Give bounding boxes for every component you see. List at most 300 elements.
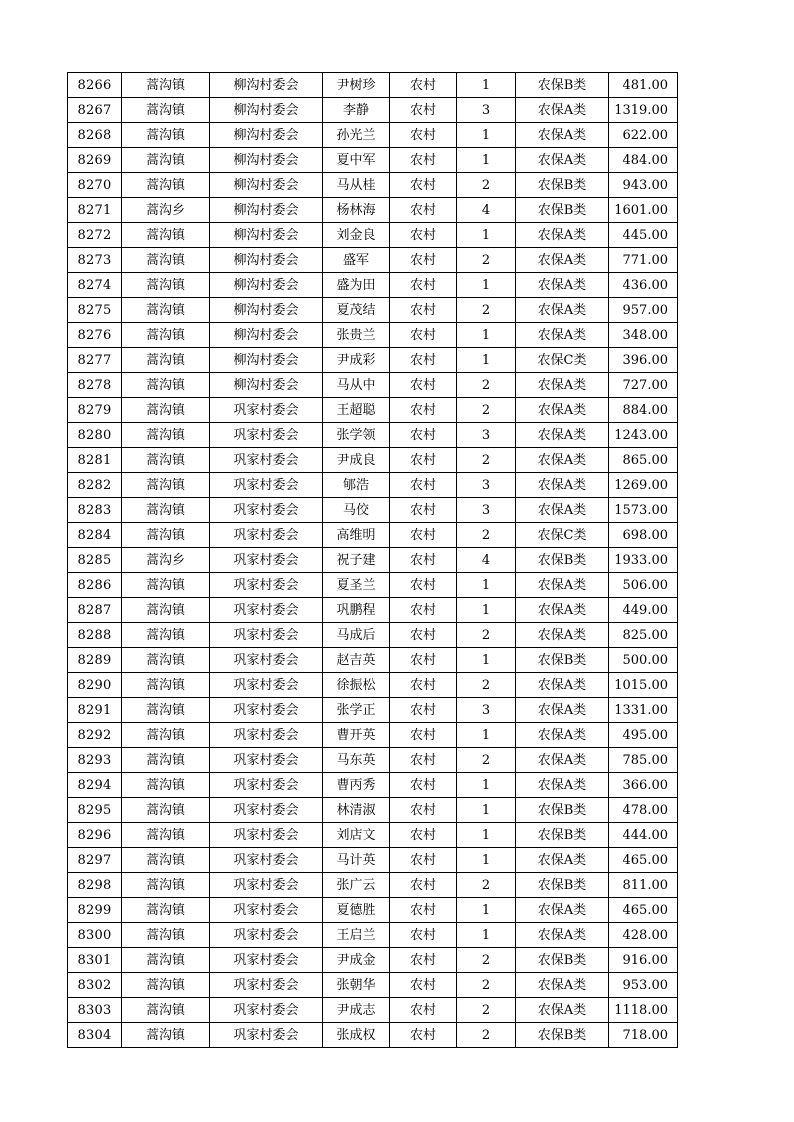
amount-cell: 500.00 xyxy=(609,648,678,673)
record-number-cell: 8275 xyxy=(68,298,122,323)
table-row xyxy=(68,73,678,98)
residence-type-cell: 农村 xyxy=(390,373,457,398)
person-name-cell: 刘金良 xyxy=(323,223,390,248)
residence-type-cell: 农村 xyxy=(390,198,457,223)
township-cell: 蒿沟镇 xyxy=(122,173,210,198)
amount-cell: 811.00 xyxy=(609,873,678,898)
village-committee-cell: 巩家村委会 xyxy=(210,948,323,973)
residence-type-cell: 农村 xyxy=(390,748,457,773)
village-committee-cell: 巩家村委会 xyxy=(210,923,323,948)
household-size-cell: 2 xyxy=(457,1023,516,1048)
table-row xyxy=(68,398,678,423)
household-size-cell: 2 xyxy=(457,173,516,198)
household-size-cell: 1 xyxy=(457,123,516,148)
insurance-category-cell: 农保A类 xyxy=(516,973,609,998)
amount-cell: 445.00 xyxy=(609,223,678,248)
household-size-cell: 2 xyxy=(457,448,516,473)
amount-cell: 1573.00 xyxy=(609,498,678,523)
village-committee-cell: 巩家村委会 xyxy=(210,998,323,1023)
insurance-category-cell: 农保A类 xyxy=(516,723,609,748)
insurance-category-cell: 农保B类 xyxy=(516,173,609,198)
residence-type-cell: 农村 xyxy=(390,798,457,823)
village-committee-cell: 巩家村委会 xyxy=(210,473,323,498)
residence-type-cell: 农村 xyxy=(390,898,457,923)
record-number-cell: 8289 xyxy=(68,648,122,673)
township-cell: 蒿沟镇 xyxy=(122,798,210,823)
township-cell: 蒿沟镇 xyxy=(122,823,210,848)
residence-type-cell: 农村 xyxy=(390,598,457,623)
residence-type-cell: 农村 xyxy=(390,948,457,973)
household-size-cell: 1 xyxy=(457,73,516,98)
insurance-category-cell: 农保A类 xyxy=(516,848,609,873)
village-committee-cell: 巩家村委会 xyxy=(210,748,323,773)
person-name-cell: 曹开英 xyxy=(323,723,390,748)
township-cell: 蒿沟镇 xyxy=(122,1023,210,1048)
person-name-cell: 李静 xyxy=(323,98,390,123)
residence-type-cell: 农村 xyxy=(390,423,457,448)
township-cell: 蒿沟镇 xyxy=(122,748,210,773)
village-committee-cell: 柳沟村委会 xyxy=(210,348,323,373)
amount-cell: 436.00 xyxy=(609,273,678,298)
record-number-cell: 8300 xyxy=(68,923,122,948)
record-number-cell: 8276 xyxy=(68,323,122,348)
township-cell: 蒿沟镇 xyxy=(122,773,210,798)
household-size-cell: 2 xyxy=(457,523,516,548)
record-number-cell: 8282 xyxy=(68,473,122,498)
township-cell: 蒿沟镇 xyxy=(122,348,210,373)
insurance-category-cell: 农保A类 xyxy=(516,123,609,148)
insurance-category-cell: 农保A类 xyxy=(516,423,609,448)
village-committee-cell: 柳沟村委会 xyxy=(210,148,323,173)
residence-type-cell: 农村 xyxy=(390,973,457,998)
village-committee-cell: 柳沟村委会 xyxy=(210,273,323,298)
person-name-cell: 马东英 xyxy=(323,748,390,773)
amount-cell: 1331.00 xyxy=(609,698,678,723)
household-size-cell: 3 xyxy=(457,423,516,448)
insurance-category-cell: 农保A类 xyxy=(516,273,609,298)
residence-type-cell: 农村 xyxy=(390,248,457,273)
amount-cell: 1933.00 xyxy=(609,548,678,573)
village-committee-cell: 巩家村委会 xyxy=(210,898,323,923)
village-committee-cell: 巩家村委会 xyxy=(210,773,323,798)
township-cell: 蒿沟镇 xyxy=(122,723,210,748)
household-size-cell: 4 xyxy=(457,548,516,573)
township-cell: 蒿沟镇 xyxy=(122,323,210,348)
residence-type-cell: 农村 xyxy=(390,673,457,698)
residence-type-cell: 农村 xyxy=(390,873,457,898)
record-number-cell: 8280 xyxy=(68,423,122,448)
township-cell: 蒿沟镇 xyxy=(122,998,210,1023)
table-row xyxy=(68,373,678,398)
insurance-category-cell: 农保C类 xyxy=(516,523,609,548)
insurance-category-cell: 农保A类 xyxy=(516,998,609,1023)
township-cell: 蒿沟镇 xyxy=(122,623,210,648)
amount-cell: 785.00 xyxy=(609,748,678,773)
household-size-cell: 3 xyxy=(457,498,516,523)
household-size-cell: 1 xyxy=(457,323,516,348)
person-name-cell: 尹树珍 xyxy=(323,73,390,98)
insurance-category-cell: 农保A类 xyxy=(516,898,609,923)
table-row xyxy=(68,148,678,173)
household-size-cell: 2 xyxy=(457,873,516,898)
township-cell: 蒿沟镇 xyxy=(122,298,210,323)
township-cell: 蒿沟镇 xyxy=(122,523,210,548)
township-cell: 蒿沟镇 xyxy=(122,873,210,898)
village-committee-cell: 巩家村委会 xyxy=(210,398,323,423)
household-size-cell: 1 xyxy=(457,648,516,673)
village-committee-cell: 柳沟村委会 xyxy=(210,123,323,148)
township-cell: 蒿沟镇 xyxy=(122,373,210,398)
amount-cell: 622.00 xyxy=(609,123,678,148)
insurance-category-cell: 农保A类 xyxy=(516,298,609,323)
household-size-cell: 1 xyxy=(457,923,516,948)
person-name-cell: 杨林海 xyxy=(323,198,390,223)
table-row xyxy=(68,448,678,473)
township-cell: 蒿沟镇 xyxy=(122,848,210,873)
person-name-cell: 尹成金 xyxy=(323,948,390,973)
amount-cell: 449.00 xyxy=(609,598,678,623)
insurance-category-cell: 农保A类 xyxy=(516,698,609,723)
record-number-cell: 8293 xyxy=(68,748,122,773)
record-number-cell: 8285 xyxy=(68,548,122,573)
household-size-cell: 2 xyxy=(457,948,516,973)
township-cell: 蒿沟镇 xyxy=(122,73,210,98)
record-number-cell: 8295 xyxy=(68,798,122,823)
amount-cell: 465.00 xyxy=(609,898,678,923)
table-row xyxy=(68,1023,678,1048)
person-name-cell: 徐振松 xyxy=(323,673,390,698)
household-size-cell: 2 xyxy=(457,748,516,773)
household-size-cell: 1 xyxy=(457,898,516,923)
subsidy-roster-table xyxy=(67,72,678,1048)
person-name-cell: 马佼 xyxy=(323,498,390,523)
insurance-category-cell: 农保A类 xyxy=(516,748,609,773)
record-number-cell: 8273 xyxy=(68,248,122,273)
table-row xyxy=(68,798,678,823)
insurance-category-cell: 农保A类 xyxy=(516,448,609,473)
amount-cell: 771.00 xyxy=(609,248,678,273)
person-name-cell: 夏德胜 xyxy=(323,898,390,923)
village-committee-cell: 柳沟村委会 xyxy=(210,73,323,98)
insurance-category-cell: 农保A类 xyxy=(516,323,609,348)
household-size-cell: 3 xyxy=(457,473,516,498)
person-name-cell: 张成权 xyxy=(323,1023,390,1048)
person-name-cell: 张学领 xyxy=(323,423,390,448)
person-name-cell: 张学正 xyxy=(323,698,390,723)
township-cell: 蒿沟镇 xyxy=(122,648,210,673)
record-number-cell: 8298 xyxy=(68,873,122,898)
household-size-cell: 2 xyxy=(457,673,516,698)
insurance-category-cell: 农保C类 xyxy=(516,348,609,373)
residence-type-cell: 农村 xyxy=(390,623,457,648)
township-cell: 蒿沟镇 xyxy=(122,448,210,473)
township-cell: 蒿沟镇 xyxy=(122,248,210,273)
township-cell: 蒿沟镇 xyxy=(122,948,210,973)
residence-type-cell: 农村 xyxy=(390,823,457,848)
person-name-cell: 夏茂结 xyxy=(323,298,390,323)
household-size-cell: 3 xyxy=(457,98,516,123)
amount-cell: 943.00 xyxy=(609,173,678,198)
amount-cell: 428.00 xyxy=(609,923,678,948)
record-number-cell: 8267 xyxy=(68,98,122,123)
table-row xyxy=(68,248,678,273)
person-name-cell: 张朝华 xyxy=(323,973,390,998)
table-row xyxy=(68,623,678,648)
person-name-cell: 马从桂 xyxy=(323,173,390,198)
residence-type-cell: 农村 xyxy=(390,1023,457,1048)
insurance-category-cell: 农保B类 xyxy=(516,1023,609,1048)
township-cell: 蒿沟镇 xyxy=(122,423,210,448)
household-size-cell: 1 xyxy=(457,773,516,798)
table-row xyxy=(68,823,678,848)
insurance-category-cell: 农保A类 xyxy=(516,498,609,523)
insurance-category-cell: 农保A类 xyxy=(516,98,609,123)
township-cell: 蒿沟镇 xyxy=(122,123,210,148)
record-number-cell: 8286 xyxy=(68,573,122,598)
person-name-cell: 马从中 xyxy=(323,373,390,398)
household-size-cell: 2 xyxy=(457,973,516,998)
residence-type-cell: 农村 xyxy=(390,698,457,723)
household-size-cell: 3 xyxy=(457,698,516,723)
amount-cell: 1601.00 xyxy=(609,198,678,223)
village-committee-cell: 柳沟村委会 xyxy=(210,173,323,198)
record-number-cell: 8297 xyxy=(68,848,122,873)
township-cell: 蒿沟镇 xyxy=(122,398,210,423)
table-row xyxy=(68,898,678,923)
person-name-cell: 夏圣兰 xyxy=(323,573,390,598)
insurance-category-cell: 农保A类 xyxy=(516,598,609,623)
record-number-cell: 8268 xyxy=(68,123,122,148)
record-number-cell: 8296 xyxy=(68,823,122,848)
table-row xyxy=(68,498,678,523)
residence-type-cell: 农村 xyxy=(390,173,457,198)
village-committee-cell: 巩家村委会 xyxy=(210,848,323,873)
household-size-cell: 1 xyxy=(457,798,516,823)
insurance-category-cell: 农保A类 xyxy=(516,473,609,498)
household-size-cell: 1 xyxy=(457,723,516,748)
residence-type-cell: 农村 xyxy=(390,448,457,473)
residence-type-cell: 农村 xyxy=(390,523,457,548)
township-cell: 蒿沟镇 xyxy=(122,473,210,498)
residence-type-cell: 农村 xyxy=(390,473,457,498)
township-cell: 蒿沟镇 xyxy=(122,898,210,923)
insurance-category-cell: 农保A类 xyxy=(516,773,609,798)
residence-type-cell: 农村 xyxy=(390,648,457,673)
record-number-cell: 8274 xyxy=(68,273,122,298)
residence-type-cell: 农村 xyxy=(390,923,457,948)
table-row xyxy=(68,298,678,323)
township-cell: 蒿沟乡 xyxy=(122,548,210,573)
record-number-cell: 8288 xyxy=(68,623,122,648)
person-name-cell: 马成后 xyxy=(323,623,390,648)
village-committee-cell: 巩家村委会 xyxy=(210,723,323,748)
table-row xyxy=(68,423,678,448)
residence-type-cell: 农村 xyxy=(390,723,457,748)
table-row xyxy=(68,573,678,598)
township-cell: 蒿沟镇 xyxy=(122,98,210,123)
township-cell: 蒿沟镇 xyxy=(122,223,210,248)
insurance-category-cell: 农保B类 xyxy=(516,948,609,973)
village-committee-cell: 巩家村委会 xyxy=(210,698,323,723)
village-committee-cell: 柳沟村委会 xyxy=(210,298,323,323)
township-cell: 蒿沟镇 xyxy=(122,973,210,998)
table-row xyxy=(68,323,678,348)
residence-type-cell: 农村 xyxy=(390,573,457,598)
village-committee-cell: 巩家村委会 xyxy=(210,573,323,598)
record-number-cell: 8303 xyxy=(68,998,122,1023)
household-size-cell: 1 xyxy=(457,823,516,848)
table-row xyxy=(68,998,678,1023)
record-number-cell: 8290 xyxy=(68,673,122,698)
village-committee-cell: 巩家村委会 xyxy=(210,973,323,998)
person-name-cell: 刘店文 xyxy=(323,823,390,848)
household-size-cell: 1 xyxy=(457,598,516,623)
table-row xyxy=(68,473,678,498)
household-size-cell: 1 xyxy=(457,348,516,373)
township-cell: 蒿沟镇 xyxy=(122,598,210,623)
amount-cell: 865.00 xyxy=(609,448,678,473)
table-row xyxy=(68,723,678,748)
record-number-cell: 8292 xyxy=(68,723,122,748)
insurance-category-cell: 农保A类 xyxy=(516,148,609,173)
amount-cell: 396.00 xyxy=(609,348,678,373)
table-row xyxy=(68,198,678,223)
amount-cell: 348.00 xyxy=(609,323,678,348)
record-number-cell: 8277 xyxy=(68,348,122,373)
amount-cell: 481.00 xyxy=(609,73,678,98)
record-number-cell: 8281 xyxy=(68,448,122,473)
residence-type-cell: 农村 xyxy=(390,998,457,1023)
table-row xyxy=(68,548,678,573)
household-size-cell: 4 xyxy=(457,198,516,223)
person-name-cell: 高维明 xyxy=(323,523,390,548)
insurance-category-cell: 农保A类 xyxy=(516,673,609,698)
person-name-cell: 盛为田 xyxy=(323,273,390,298)
household-size-cell: 1 xyxy=(457,148,516,173)
household-size-cell: 2 xyxy=(457,248,516,273)
record-number-cell: 8279 xyxy=(68,398,122,423)
table-row xyxy=(68,598,678,623)
household-size-cell: 1 xyxy=(457,223,516,248)
table-row xyxy=(68,923,678,948)
village-committee-cell: 柳沟村委会 xyxy=(210,223,323,248)
table-row xyxy=(68,698,678,723)
amount-cell: 1243.00 xyxy=(609,423,678,448)
village-committee-cell: 巩家村委会 xyxy=(210,823,323,848)
residence-type-cell: 农村 xyxy=(390,273,457,298)
village-committee-cell: 巩家村委会 xyxy=(210,548,323,573)
record-number-cell: 8272 xyxy=(68,223,122,248)
record-number-cell: 8302 xyxy=(68,973,122,998)
residence-type-cell: 农村 xyxy=(390,123,457,148)
person-name-cell: 尹成志 xyxy=(323,998,390,1023)
person-name-cell: 曹丙秀 xyxy=(323,773,390,798)
record-number-cell: 8270 xyxy=(68,173,122,198)
person-name-cell: 盛军 xyxy=(323,248,390,273)
village-committee-cell: 巩家村委会 xyxy=(210,623,323,648)
insurance-category-cell: 农保A类 xyxy=(516,573,609,598)
insurance-category-cell: 农保B类 xyxy=(516,548,609,573)
table-body xyxy=(68,73,678,1048)
person-name-cell: 王启兰 xyxy=(323,923,390,948)
table-row xyxy=(68,348,678,373)
household-size-cell: 1 xyxy=(457,273,516,298)
insurance-category-cell: 农保A类 xyxy=(516,248,609,273)
village-committee-cell: 巩家村委会 xyxy=(210,673,323,698)
household-size-cell: 1 xyxy=(457,573,516,598)
township-cell: 蒿沟镇 xyxy=(122,273,210,298)
village-committee-cell: 柳沟村委会 xyxy=(210,198,323,223)
person-name-cell: 巩鹏程 xyxy=(323,598,390,623)
insurance-category-cell: 农保B类 xyxy=(516,198,609,223)
table-row xyxy=(68,748,678,773)
household-size-cell: 2 xyxy=(457,998,516,1023)
amount-cell: 957.00 xyxy=(609,298,678,323)
person-name-cell: 孙光兰 xyxy=(323,123,390,148)
person-name-cell: 祝子建 xyxy=(323,548,390,573)
township-cell: 蒿沟镇 xyxy=(122,698,210,723)
township-cell: 蒿沟镇 xyxy=(122,498,210,523)
insurance-category-cell: 农保A类 xyxy=(516,923,609,948)
insurance-category-cell: 农保A类 xyxy=(516,373,609,398)
table-row xyxy=(68,848,678,873)
amount-cell: 1015.00 xyxy=(609,673,678,698)
village-committee-cell: 巩家村委会 xyxy=(210,448,323,473)
table-row xyxy=(68,523,678,548)
residence-type-cell: 农村 xyxy=(390,548,457,573)
village-committee-cell: 柳沟村委会 xyxy=(210,323,323,348)
table-row xyxy=(68,273,678,298)
amount-cell: 484.00 xyxy=(609,148,678,173)
table-row xyxy=(68,773,678,798)
village-committee-cell: 柳沟村委会 xyxy=(210,248,323,273)
table-row xyxy=(68,973,678,998)
residence-type-cell: 农村 xyxy=(390,398,457,423)
residence-type-cell: 农村 xyxy=(390,73,457,98)
insurance-category-cell: 农保A类 xyxy=(516,623,609,648)
person-name-cell: 赵吉英 xyxy=(323,648,390,673)
record-number-cell: 8269 xyxy=(68,148,122,173)
person-name-cell: 张广云 xyxy=(323,873,390,898)
record-number-cell: 8266 xyxy=(68,73,122,98)
township-cell: 蒿沟镇 xyxy=(122,923,210,948)
village-committee-cell: 巩家村委会 xyxy=(210,1023,323,1048)
table-row xyxy=(68,873,678,898)
table-row xyxy=(68,648,678,673)
table-row xyxy=(68,948,678,973)
residence-type-cell: 农村 xyxy=(390,298,457,323)
amount-cell: 1118.00 xyxy=(609,998,678,1023)
insurance-category-cell: 农保B类 xyxy=(516,73,609,98)
residence-type-cell: 农村 xyxy=(390,223,457,248)
record-number-cell: 8294 xyxy=(68,773,122,798)
amount-cell: 953.00 xyxy=(609,973,678,998)
person-name-cell: 尹成彩 xyxy=(323,348,390,373)
person-name-cell: 张贵兰 xyxy=(323,323,390,348)
amount-cell: 465.00 xyxy=(609,848,678,873)
record-number-cell: 8291 xyxy=(68,698,122,723)
residence-type-cell: 农村 xyxy=(390,348,457,373)
village-committee-cell: 巩家村委会 xyxy=(210,598,323,623)
household-size-cell: 2 xyxy=(457,623,516,648)
insurance-category-cell: 农保B类 xyxy=(516,873,609,898)
residence-type-cell: 农村 xyxy=(390,773,457,798)
residence-type-cell: 农村 xyxy=(390,98,457,123)
insurance-category-cell: 农保A类 xyxy=(516,223,609,248)
amount-cell: 718.00 xyxy=(609,1023,678,1048)
table-row xyxy=(68,98,678,123)
table-row xyxy=(68,223,678,248)
